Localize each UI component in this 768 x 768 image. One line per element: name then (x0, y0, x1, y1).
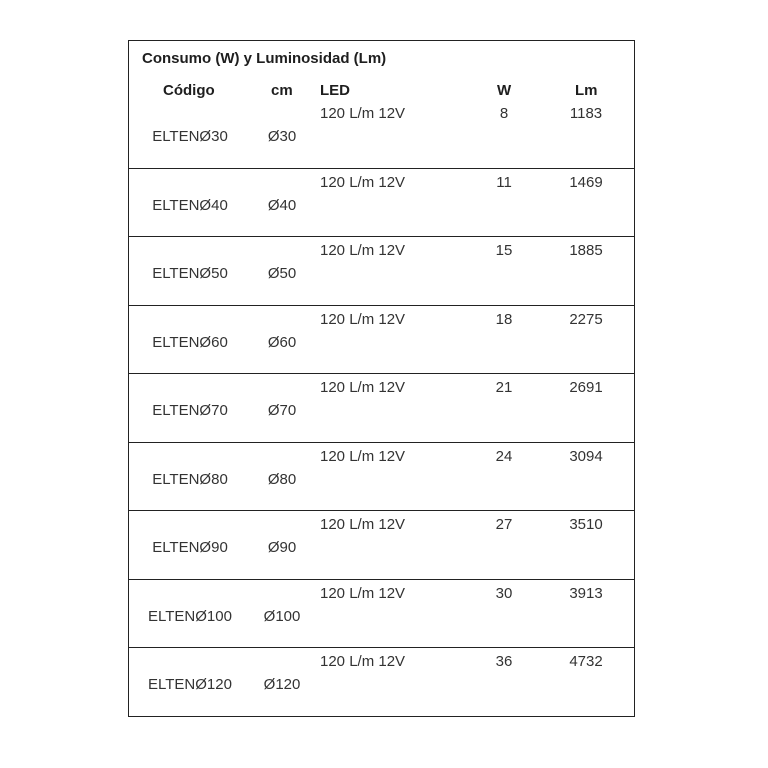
header-led: LED (320, 82, 350, 99)
cell-led: 120 L/m 12V (320, 310, 406, 328)
cell-cm-value: Ø70 (267, 402, 297, 419)
cell-code-value: ELTENØ30 (152, 128, 228, 145)
cell-cm-value: Ø120 (263, 676, 301, 693)
table-row (129, 443, 634, 512)
cell-lm-value: 2275 (569, 310, 603, 328)
cell-lm-value: 3913 (569, 584, 603, 602)
cell-lm-value: 3094 (569, 447, 603, 465)
cell-cm-value: Ø30 (267, 128, 297, 145)
table-row (129, 648, 634, 717)
cell-led: 120 L/m 12V (320, 379, 406, 396)
cell-led: 120 L/m 12V (320, 516, 406, 533)
cell-led: 120 L/m 12V (320, 242, 406, 259)
cell-cm-value: Ø60 (267, 333, 297, 351)
cell-code-value: ELTENØ70 (152, 402, 228, 419)
cell-lm-value: 1183 (569, 105, 603, 122)
cell-w-value: 15 (495, 242, 513, 259)
cell-lm-value: 4732 (569, 653, 603, 670)
cell-w-value: 21 (495, 379, 513, 396)
table-body (129, 100, 634, 717)
table-title: Consumo (W) y Luminosidad (Lm) (142, 50, 387, 67)
cell-code-value: ELTENØ100 (148, 607, 232, 625)
cell-w-value: 30 (495, 584, 513, 602)
cell-w-value: 8 (499, 105, 509, 122)
cell-led: 120 L/m 12V (320, 447, 406, 465)
table-row (129, 169, 634, 238)
cell-code-value: ELTENØ60 (152, 333, 228, 351)
cell-cm-value: Ø50 (267, 265, 297, 282)
header-w: W (497, 82, 512, 99)
cell-w-value: 36 (495, 653, 513, 670)
cell-lm-value: 2691 (569, 379, 603, 396)
table-row (129, 511, 634, 580)
cell-w-value: 11 (496, 173, 512, 191)
header-cm: cm (271, 82, 293, 99)
cell-w-value: 18 (495, 310, 513, 328)
cell-lm-value: 1885 (569, 242, 603, 259)
cell-cm-value: Ø90 (267, 539, 297, 556)
cell-code-value: ELTENØ90 (152, 539, 228, 556)
cell-led: 120 L/m 12V (320, 584, 406, 602)
table-row (129, 374, 634, 443)
table-row (129, 237, 634, 306)
cell-led: 120 L/m 12V (320, 105, 406, 122)
cell-code-value: ELTENØ40 (152, 196, 228, 214)
cell-lm-value: 3510 (569, 516, 603, 533)
table-row (129, 100, 634, 169)
spec-table-panel (128, 40, 635, 717)
cell-w-value: 24 (495, 447, 513, 465)
table-row (129, 306, 634, 375)
table-row (129, 580, 634, 649)
cell-led: 120 L/m 12V (320, 653, 406, 670)
cell-code-value: ELTENØ50 (152, 265, 228, 282)
cell-led: 120 L/m 12V (320, 173, 406, 191)
cell-cm-value: Ø80 (267, 470, 297, 488)
cell-cm-value: Ø40 (267, 196, 297, 214)
header-lm: Lm (575, 82, 598, 99)
cell-w-value: 27 (495, 516, 513, 533)
cell-cm-value: Ø100 (263, 607, 301, 625)
cell-code-value: ELTENØ120 (148, 676, 232, 693)
cell-lm-value: 1469 (569, 173, 603, 191)
header-code: Código (163, 82, 215, 99)
cell-code-value: ELTENØ80 (152, 470, 228, 488)
